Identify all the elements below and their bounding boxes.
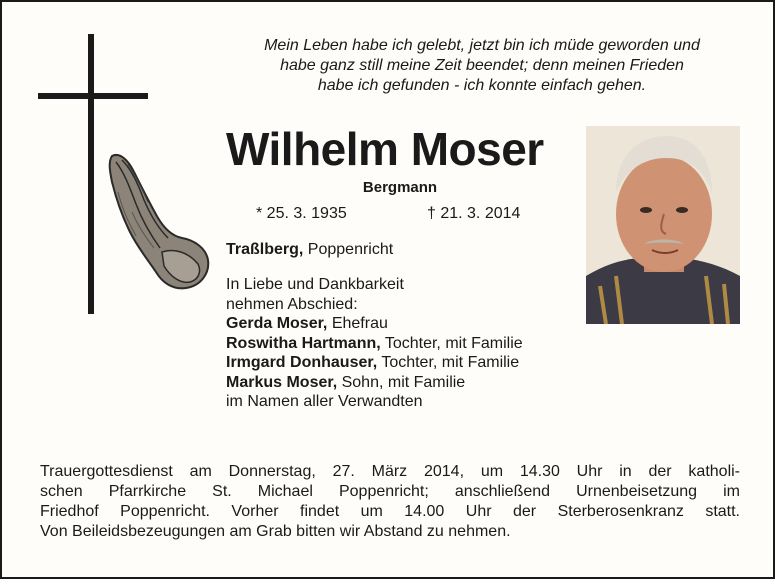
mourner-entry <box>226 373 523 393</box>
mourner-relation: Tochter, mit Familie <box>380 334 523 352</box>
service-line: Von Beileidsbezeugungen am Grab bitten wir Abstand zu nehmen. <box>40 523 511 540</box>
birth-date: * 25. 3. 1935 <box>256 205 347 222</box>
praying-hands-icon <box>102 152 212 292</box>
deceased-name: Wilhelm Moser <box>226 123 544 175</box>
residence-district: Poppenricht <box>303 241 394 258</box>
occupation: Bergmann <box>362 179 438 196</box>
quote-block <box>207 36 757 96</box>
service-line: Trauergottesdienst am Donnerstag, 27. März 2014, um 14.30 Uhr in der katholi- <box>40 463 740 480</box>
mourner-entry <box>226 353 523 373</box>
service-line: Friedhof Poppenricht. Vorher findet um 14.00 Uhr der Sterberosenkranz statt. <box>40 503 740 520</box>
mourners-closing: im Namen aller Verwandten <box>226 393 423 410</box>
service-line: schen Pfarrkirche St. Michael Poppenricht; anschließend Urnenbeisetzung im <box>40 483 740 500</box>
mourner-entry <box>226 314 523 334</box>
mourner-relation: Tochter, mit Familie <box>377 354 520 371</box>
death-date: † 21. 3. 2014 <box>427 205 521 222</box>
mourner-relation: Sohn, mit Familie <box>337 373 466 391</box>
mourner-entry <box>226 334 523 354</box>
portrait-illustration <box>586 126 740 324</box>
mourners-intro: nehmen Abschied: <box>226 295 358 313</box>
service-announcement <box>40 462 740 542</box>
mourner-name: Irmgard Donhauser, <box>226 354 378 371</box>
quote-line: habe ich gefunden - ich konnte einfach gehen. <box>317 77 647 94</box>
mourner-name: Gerda Moser, <box>226 315 328 332</box>
residence <box>226 241 393 259</box>
mourners-block <box>226 275 523 412</box>
mourners-intro: In Liebe und Dankbarkeit <box>226 276 404 293</box>
quote-line: habe ganz still meine Zeit beendet; denn meinen Frieden <box>280 57 684 74</box>
quote-line: Mein Leben habe ich gelebt, jetzt bin ich müde geworden und <box>264 37 700 54</box>
mourner-relation: Ehefrau <box>327 315 388 332</box>
residence-place: Traßlberg, <box>226 241 304 258</box>
mourner-name: Roswitha Hartmann, <box>226 334 381 352</box>
mourner-name: Markus Moser, <box>226 373 338 391</box>
portrait-photo <box>586 126 740 324</box>
